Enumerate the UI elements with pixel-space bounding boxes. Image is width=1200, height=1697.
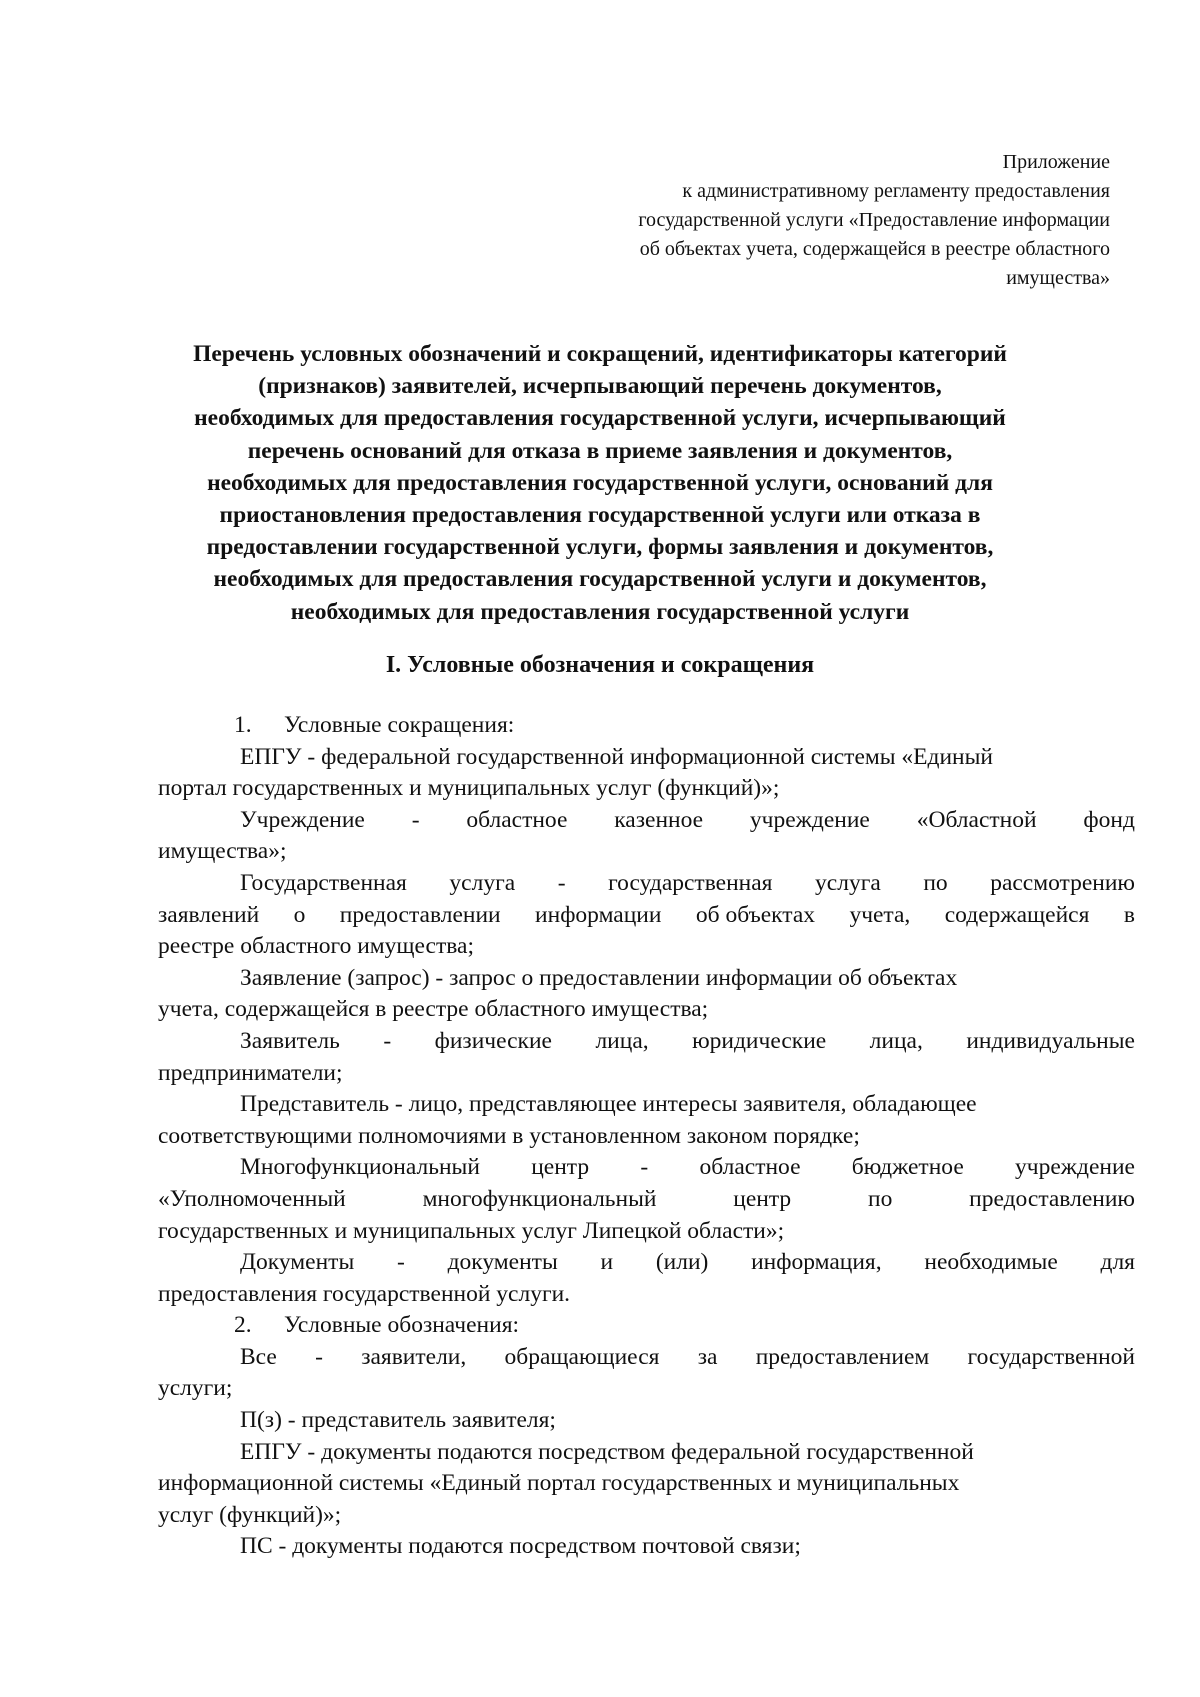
epgu-code-line3: услуг (функций)»; [158, 1501, 342, 1528]
word: рассмотрению [990, 869, 1135, 896]
word: фонд [1083, 806, 1135, 833]
word: Государственная [240, 869, 407, 896]
mfc-definition-line2 [158, 1184, 1135, 1216]
word: многофункциональный [422, 1185, 657, 1212]
word: областное [699, 1154, 801, 1181]
word: бюджетное [851, 1154, 964, 1181]
title-line: приостановления предоставления государственной услуги или отказа в [219, 502, 981, 529]
word: информация, [751, 1249, 882, 1276]
rep-code-line1: П(з) - представитель заявителя; [240, 1407, 556, 1434]
all-code-line2: услуги; [158, 1375, 233, 1402]
service-definition-line1 [158, 868, 1135, 900]
item-2-heading [158, 1310, 1135, 1342]
word: и [600, 1249, 614, 1276]
word: «Областной [916, 806, 1037, 833]
all-code-line1 [158, 1342, 1135, 1374]
item-label: Условные обозначения: [284, 1312, 520, 1339]
word: - [315, 1343, 323, 1370]
word: заявители, [361, 1343, 467, 1370]
title-line: предоставлении государственной услуги, формы заявления и документов, [206, 534, 994, 561]
word: заявлений [158, 901, 260, 928]
word: государственная [608, 869, 773, 896]
title-line: Перечень условных обозначений и сокращений, идентификаторы категорий [193, 341, 1007, 367]
epgu-code-line2: информационной системы «Единый портал государственных и муниципальных [158, 1470, 960, 1497]
word: о [293, 901, 306, 928]
mfc-definition-line1 [158, 1152, 1135, 1184]
request-definition-line1: Заявление (запрос) - запрос о предоставлении информации об объектах [240, 964, 958, 991]
word: по [923, 869, 948, 896]
document-body [158, 710, 1135, 1563]
word: - [397, 1249, 405, 1276]
word: об объектах [695, 901, 816, 928]
title-line: (признаков) заявителей, исчерпывающий перечень документов, [258, 373, 942, 400]
word: - [557, 869, 566, 896]
word: (или) [655, 1249, 709, 1276]
epgu-definition-line2: портал государственных и муниципальных услуг (функций)»; [158, 775, 780, 802]
request-definition-line2: учета, содержащейся в реестре областного имущества; [158, 996, 709, 1023]
epgu-code-line1: ЕПГУ - документы подаются посредством федеральной государственной [240, 1438, 974, 1465]
word: лица, [595, 1027, 649, 1054]
title-line: необходимых для предоставления государственной услуги [290, 598, 910, 625]
appendix-line: об объектах учета, содержащейся в реестре областного [639, 238, 1110, 260]
appendix-line: Приложение [1002, 151, 1110, 173]
ps-code-line1: ПС - документы подаются посредством почтовой связи; [240, 1533, 801, 1560]
word: Документы [240, 1249, 355, 1276]
service-definition-line3: реестре областного имущества; [158, 933, 474, 960]
word: центр [733, 1185, 792, 1212]
word: «Уполномоченный [158, 1185, 346, 1212]
title-line: необходимых для предоставления государственной услуги, оснований для [207, 469, 993, 496]
word: необходимые [924, 1249, 1058, 1276]
title-line: перечень оснований для отказа в приеме заявления и документов, [247, 437, 953, 464]
word: услуга [449, 869, 516, 896]
documents-definition-line2: предоставления государственной услуги. [158, 1280, 571, 1307]
word: предоставлению [969, 1185, 1135, 1212]
institution-definition-line2: имущества»; [158, 838, 287, 865]
appendix-header [550, 148, 1110, 293]
word: за [697, 1343, 718, 1370]
word: - [411, 806, 420, 833]
title-line: необходимых для предоставления государственной услуги, исчерпывающий [194, 405, 1006, 432]
word: областное [466, 806, 568, 833]
word: - [640, 1154, 649, 1181]
service-definition-line2 [158, 900, 1135, 932]
word: - [383, 1027, 392, 1054]
item-label: Условные сокращения: [284, 712, 515, 738]
word: индивидуальные [966, 1027, 1135, 1054]
mfc-definition-line3: государственных и муниципальных услуг Липецкой области»; [158, 1217, 785, 1244]
word: казенное [614, 806, 704, 833]
word: информации [535, 901, 662, 928]
word: физические [434, 1027, 552, 1054]
word: для [1100, 1249, 1135, 1276]
word: предоставлении [339, 901, 501, 928]
item-1-heading [158, 710, 1135, 742]
word: Все [240, 1343, 277, 1370]
applicant-definition-line2: предприниматели; [158, 1059, 343, 1086]
appendix-line: государственной услуги «Предоставление информации [638, 209, 1110, 231]
word: учреждение [1015, 1154, 1135, 1181]
word: учреждение [749, 806, 870, 833]
item-number: 2. [234, 1312, 252, 1339]
applicant-definition-line1 [158, 1026, 1135, 1058]
word: Заявитель [240, 1027, 340, 1054]
word: лица, [869, 1027, 923, 1054]
appendix-line: к административному регламенту предоставления [682, 180, 1110, 202]
word: содержащейся [944, 901, 1090, 928]
word: обращающиеся [504, 1343, 660, 1370]
institution-definition-line1 [158, 805, 1135, 837]
word: учета, [849, 901, 911, 928]
word: в [1123, 901, 1135, 928]
representative-definition-line1: Представитель - лицо, представляющее интересы заявителя, обладающее [240, 1091, 977, 1118]
word: центр [531, 1154, 590, 1181]
representative-definition-line2: соответствующими полномочиями в установленном законом порядке; [158, 1122, 860, 1149]
word: Учреждение [240, 806, 365, 833]
word: государственной [967, 1343, 1135, 1370]
documents-definition-line1 [158, 1247, 1135, 1279]
word: предоставлением [755, 1343, 930, 1370]
appendix-line: имущества» [1006, 267, 1110, 289]
word: документы [447, 1249, 558, 1276]
item-number: 1. [234, 712, 252, 738]
word: Многофункциональный [240, 1154, 480, 1181]
word: услуга [815, 869, 881, 896]
section-heading: I. Условные обозначения и сокращения [385, 652, 815, 678]
word: юридические [692, 1027, 827, 1054]
epgu-definition-line1: ЕПГУ - федеральной государственной информационной системы «Единый [240, 743, 993, 770]
document-title [140, 338, 1060, 628]
title-line: необходимых для предоставления государственной услуги и документов, [213, 566, 987, 593]
word: по [868, 1185, 893, 1212]
